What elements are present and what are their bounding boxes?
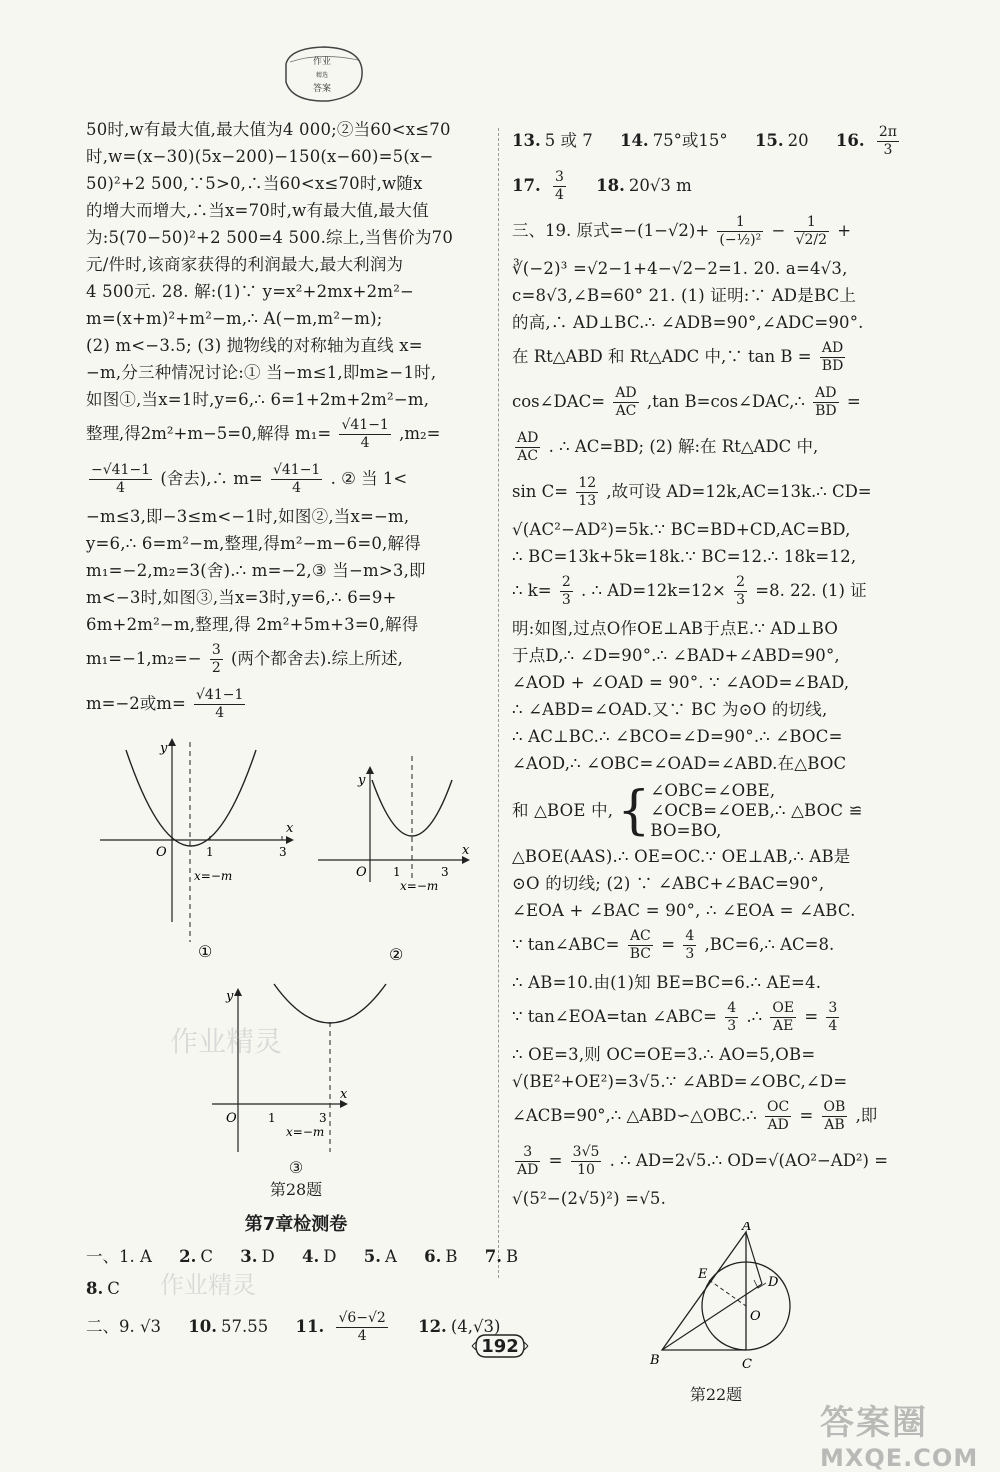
- math-line: sin C= $\frac{12}{13}$ ,故可设 AD=12k,AC=13k.∴ CD=: [512, 475, 872, 509]
- axis-label-x: x: [340, 1087, 348, 1102]
- math-line: 整理,得2m²+m−5=0,解得 m₁= $\frac{√41-1}{4}$ ,m₂=: [86, 417, 441, 451]
- fraction: $\frac{3}{4}$: [828, 1000, 838, 1034]
- answer-row: 13. 5 或 7 14. 75°或15° 15. 20 16. $\frac{2\pi}{3}$: [512, 124, 897, 158]
- graph-1: [100, 738, 294, 961]
- watermark-text: 作业精灵: [170, 1025, 283, 1058]
- text-line: ∴ ∠ABD=∠OAD.又∵ BC 为⊙O 的切线,: [512, 700, 828, 719]
- stamp-logo: [280, 44, 366, 104]
- text-line: 为:5(70−50)²+2 500=4 500.综上,当售价为70: [86, 228, 454, 247]
- axis-of-symmetry-label: x=−m: [194, 869, 233, 883]
- fraction: $\frac{AD}{AC}$: [517, 430, 539, 464]
- fraction: $\frac{OB}{AB}$: [823, 1099, 846, 1133]
- point-label-a: A: [742, 1222, 752, 1234]
- point-label-o: O: [750, 1309, 761, 1324]
- text-line: 元/件时,该商家获得的利润最大,最大利润为: [86, 255, 404, 274]
- axis-of-symmetry-label: x=−m: [400, 879, 439, 893]
- text-line: y=6,∴ 6=m²−m,整理,得m²−m−6=0,解得: [86, 534, 421, 553]
- fraction: $\frac{√41-1}{4}$: [272, 462, 321, 496]
- graph-2: [318, 756, 470, 964]
- text-line: √(BE²+OE²)=3√5.∵ ∠ABD=∠OBC,∠D=: [512, 1072, 848, 1091]
- solution-28-continued: [86, 507, 506, 635]
- text-line: (2) m<−3.5; (3) 抛物线的对称轴为直线 x=: [86, 336, 423, 355]
- tick-label: 1: [268, 1111, 276, 1125]
- math-line: m₁=−1,m₂=− $\frac{3}{2}$ (两个都舍去).综上所述,: [86, 642, 403, 676]
- tick-label: 3: [441, 865, 449, 879]
- point-label-b: B: [650, 1353, 660, 1368]
- text-line: 6m+2m²−m,整理,得 2m²+5m+3=0,解得: [86, 615, 419, 634]
- text-line: m<−3时,如图③,当x=3时,y=6,∴ 6=9+: [86, 588, 397, 607]
- fraction: $\frac{√41-1}{4}$: [196, 687, 244, 721]
- svg-text:作业: 作业: [312, 57, 332, 67]
- answer-row: 8. C: [86, 1279, 120, 1298]
- text-line: √(AC²−AD²)=5k.∵ BC=BD+CD,AC=BD,: [512, 520, 851, 539]
- math-line: ∵ tan∠EOA=tan ∠ABC= $\frac{4}{3}$ .∴ $\frac{OE}{AE}$ = $\frac{3}{4}$: [512, 1000, 838, 1034]
- fraction: $\frac{1}{\text{(−½)²}}$: [719, 214, 762, 248]
- text-line: ∴ AC⊥BC.∴ ∠BCO=∠D=90°.∴ ∠BOC=: [512, 727, 843, 746]
- fraction: $\frac{4}{3}$: [685, 928, 695, 962]
- text-line: 于点D,∴ ∠D=90°.∴ ∠BAD+∠ABD=90°,: [512, 646, 840, 665]
- math-line: $\frac{3}{AD}$ = $\frac{3√5}{10}$ . ∴ AD=2√5.∴ OD=√(AO²−AD²) =: [517, 1144, 889, 1178]
- figure-label: ②: [389, 945, 404, 964]
- axis-label-x: x: [462, 843, 470, 858]
- watermark-logo: 答案圈 MXQE.COM: [820, 1403, 979, 1472]
- figure-22-geometry: [512, 1222, 920, 1382]
- text-line: ∴ OE=3,则 OC=OE=3.∴ AO=5,OB=: [512, 1045, 816, 1064]
- figure-28-graphs: [86, 732, 506, 1162]
- tick-label: 3: [319, 1111, 327, 1125]
- fraction: $\frac{2}{3}$: [736, 574, 746, 608]
- origin-label: O: [356, 865, 367, 880]
- left-column: [86, 120, 519, 1355]
- origin-label: O: [226, 1111, 237, 1126]
- text-line: △BOE(AAS).∴ OE=OC.∵ OE⊥AB,∴ AB是: [512, 847, 851, 866]
- fraction: $\frac{3√5}{10}$: [572, 1144, 600, 1178]
- text-line: 时,w=(x−30)(5x−200)−150(x−60)=5(x−: [86, 147, 434, 166]
- text-line: 的高,∴ AD⊥BC.∴ ∠ADB=90°,∠ADC=90°.: [512, 313, 864, 332]
- math-line: $\frac{-√41-1}{4}$ (舍去),∴ m= $\frac{√41-1}{4}$ . ② 当 1<: [91, 462, 408, 496]
- fraction: $\frac{3}{4}$: [554, 169, 564, 203]
- graph-3: [212, 984, 386, 1152]
- axis-of-symmetry-label: x=−m: [286, 1125, 325, 1139]
- figure-label: ③: [288, 1158, 304, 1177]
- text-line: 如图①,当x=1时,y=6,∴ 6=1+2m+2m²−m,: [86, 390, 430, 409]
- text-line: ∠EOA + ∠BAC = 90°, ∴ ∠EOA = ∠ABC.: [512, 901, 856, 920]
- answer-row: 17. $\frac{3}{4}$ 18. 20√3 m: [512, 169, 692, 203]
- text-line: ⊙O 的切线; (2) ∵ ∠ABC+∠BAC=90°,: [512, 874, 825, 893]
- text-line: 4 500元. 28. 解:(1)∵ y=x²+2mx+2m²−: [86, 282, 415, 301]
- figure-label: ①: [198, 942, 213, 961]
- fraction: $\frac{2}{3}$: [561, 574, 571, 608]
- point-label-e: E: [698, 1267, 708, 1282]
- text-line: 的增大而增大,∴当x=70时,w有最大值,最大值: [86, 201, 429, 220]
- fraction: $\frac{4}{3}$: [727, 1000, 737, 1034]
- text-line: √(5²−(2√5)²) =√5.: [512, 1189, 667, 1208]
- axis-label-x: x: [286, 821, 294, 836]
- figure-caption: 第22题: [689, 1385, 743, 1404]
- svg-text:精选: 精选: [315, 72, 329, 79]
- math-line: 在 Rt△ABD 和 Rt△ADC 中,∵ tan B = $\frac{AD}{BD}$: [512, 340, 844, 374]
- fraction: $\frac{AD}{AC}$: [615, 385, 637, 419]
- text-line: m=(x+m)²+m²−m,∴ A(−m,m²−m);: [86, 309, 383, 328]
- svg-text:答案: 答案: [312, 84, 332, 94]
- tick-label: 1: [206, 845, 214, 859]
- text-line: −m,分三种情况讨论:① 当−m≤1,即m≥−1时,: [86, 363, 437, 382]
- tick-label: 3: [279, 845, 287, 859]
- fraction: $\frac{OE}{AE}$: [772, 1000, 795, 1034]
- fraction: $\frac{-√41-1}{4}$: [91, 462, 151, 496]
- page-number: 192: [470, 1331, 530, 1361]
- text-line: ∛(−2)³ =√2−1+4−√2−2=1. 20. a=4√3,: [512, 259, 848, 278]
- answer-row: 一、1. A 2. C 3. D 4. D 5. A 6. B 7. B: [86, 1247, 519, 1266]
- fraction: $\frac{√41-1}{4}$: [341, 417, 389, 451]
- math-line: ∠ACB=90°,∴ △ABD∽△OBC.∴ $\frac{OC}{AD}$ = $\frac{OB}{AB}$ ,即: [512, 1099, 878, 1133]
- fraction: $\frac{3}{AD}$: [517, 1144, 539, 1178]
- text-line: c=8√3,∠B=60° 21. (1) 证明:∵ AD是BC上: [512, 286, 857, 305]
- tick-label: 1: [393, 865, 401, 879]
- fraction: $\frac{3}{2}$: [211, 642, 221, 676]
- math-line: 三、19. 原式=−(1−√2)+ $\frac{1}{\text{(−½)²}}$ − $\frac{1}{√2/2}$ +: [512, 214, 852, 248]
- math-line: cos∠DAC= $\frac{AD}{AC}$ ,tan B=cos∠DAC,∴ $\frac{AD}{BD}$ =: [512, 385, 861, 419]
- text-line: 50)²+2 500,∵5>0,∴当60<x≤70时,w随x: [86, 174, 423, 193]
- axis-label-y: y: [226, 989, 234, 1004]
- text-line: −m≤3,即−3≤m<−1时,如图②,当x=−m,: [86, 507, 410, 526]
- origin-label: O: [156, 845, 167, 860]
- fraction: $\frac{AC}{BC}$: [629, 928, 651, 962]
- axis-label-y: y: [160, 741, 168, 756]
- fraction: $\frac{OC}{AD}$: [767, 1099, 790, 1133]
- section-title: 第7章检测卷: [244, 1214, 348, 1235]
- answer-row: 二、9. √3 10. 57.55 11. $\frac{√6-√2}{4}$ 12. (4,√3): [86, 1310, 501, 1344]
- axis-label-y: y: [358, 773, 366, 788]
- text-line: 明:如图,过点O作OE⊥AB于点E.∵ AD⊥BO: [512, 619, 839, 638]
- math-line: ∵ tan∠ABC= $\frac{AC}{BC}$ = $\frac{4}{3}$ ,BC=6,∴ AC=8.: [512, 928, 835, 962]
- text-line: ∴ AB=10.由(1)知 BE=BC=6.∴ AE=4.: [512, 973, 822, 992]
- fraction: $\frac{√6-√2}{4}$: [338, 1310, 386, 1344]
- right-column: [512, 120, 920, 1405]
- brace-glyph: {: [617, 781, 651, 841]
- math-line: ∴ k= $\frac{2}{3}$ . ∴ AD=12k=12× $\frac{2}{3}$ =8. 22. (1) 证: [512, 574, 867, 608]
- fraction: $\frac{12}{13}$: [578, 475, 597, 509]
- point-label-d: D: [768, 1275, 779, 1290]
- fraction: $\frac{1}{√2/2}$: [795, 214, 828, 248]
- fraction: $\frac{AD}{BD}$: [815, 385, 837, 419]
- text-line: 50时,w有最大值,最大值为4 000;②当60<x≤70: [86, 120, 451, 139]
- text-line: m₁=−2,m₂=3(舍).∴ m=−2,③ 当−m>3,即: [86, 561, 426, 580]
- watermark-text: 作业精灵: [160, 1271, 256, 1299]
- text-line: ∠AOD + ∠OAD = 90°. ∵ ∠AOD=∠BAD,: [512, 673, 850, 692]
- text-line: ∠AOD,∴ ∠OBC=∠OAD=∠ABD.在△BOC: [512, 754, 847, 773]
- fraction: $\frac{AD}{BD}$: [821, 340, 844, 374]
- solution-27-continued: [86, 120, 506, 410]
- system-of-equations: 和 △BOE 中, { ∠OBC=∠OBE, ∠OCB=∠OEB,∴ △BOC ≌ BO=BO,: [512, 781, 863, 841]
- point-label-c: C: [742, 1357, 752, 1372]
- math-line: $\frac{AD}{AC}$ . ∴ AC=BD; (2) 解:在 Rt△ADC 中,: [517, 430, 819, 464]
- figure-caption: 第28题: [269, 1180, 323, 1199]
- fraction: $\frac{2\pi}{3}$: [878, 124, 897, 158]
- math-line: m=−2或m= $\frac{√41-1}{4}$: [86, 687, 244, 721]
- text-line: ∴ BC=13k+5k=18k.∵ BC=12.∴ 18k=12,: [512, 547, 857, 566]
